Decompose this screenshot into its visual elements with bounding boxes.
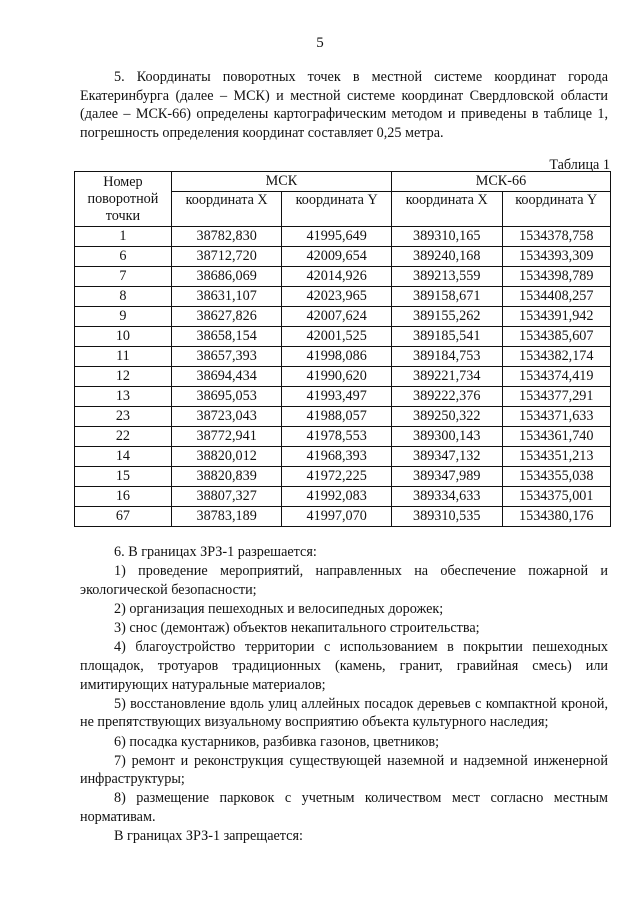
- header-msk66-y: координата Y: [502, 192, 611, 227]
- msk66-y: 1534361,740: [502, 427, 611, 447]
- msk66-y: 1534391,942: [502, 307, 611, 327]
- table-row: [75, 487, 611, 507]
- allowed-item-8: 8) размещение парковок с учетным количеством мест согласно местным нормативам.: [80, 790, 608, 826]
- point-number: 22: [75, 427, 172, 447]
- msk-x: 38820,839: [171, 467, 282, 487]
- table-body: [75, 227, 611, 527]
- table-row: [75, 307, 611, 327]
- table-row: [75, 247, 611, 267]
- msk-y: 41968,393: [282, 447, 392, 467]
- header-msk-x: координата X: [171, 192, 282, 227]
- allowed-item-4: 4) благоустройство территории с использованием в покрытии пешеходных площадок, тротуаров традиционных (камень, гранит, гравийная смесь) или имитирующих натуральные материалов;: [80, 639, 608, 693]
- table-row: [75, 327, 611, 347]
- prohibited-heading: В границах ЗРЗ-1 запрещается:: [114, 828, 303, 845]
- table-caption: Таблица 1: [549, 157, 610, 173]
- msk-y: 42001,525: [282, 327, 392, 347]
- allowed-item-3: 3) снос (демонтаж) объектов некапитального строительства;: [114, 620, 480, 637]
- table-row: [75, 427, 611, 447]
- header-msk-y: координата Y: [282, 192, 392, 227]
- msk-x: 38783,189: [171, 507, 282, 527]
- msk-x: 38723,043: [171, 407, 282, 427]
- msk66-y: 1534378,758: [502, 227, 611, 247]
- msk66-x: 389300,143: [391, 427, 502, 447]
- msk-x: 38807,327: [171, 487, 282, 507]
- msk-y: 42009,654: [282, 247, 392, 267]
- table-row: [75, 447, 611, 467]
- msk66-y: 1534377,291: [502, 387, 611, 407]
- table-row: [75, 287, 611, 307]
- msk66-x: 389158,671: [391, 287, 502, 307]
- msk66-x: 389155,262: [391, 307, 502, 327]
- msk-y: 42023,965: [282, 287, 392, 307]
- msk-x: 38694,434: [171, 367, 282, 387]
- msk66-y: 1534355,038: [502, 467, 611, 487]
- msk-y: 41998,086: [282, 347, 392, 367]
- msk66-x: 389221,734: [391, 367, 502, 387]
- msk-y: 41992,083: [282, 487, 392, 507]
- msk-y: 41972,225: [282, 467, 392, 487]
- msk66-y: 1534380,176: [502, 507, 611, 527]
- table-row: [75, 227, 611, 247]
- msk66-x: 389250,322: [391, 407, 502, 427]
- table-row: [75, 507, 611, 527]
- msk-y: 41990,620: [282, 367, 392, 387]
- msk66-y: 1534382,174: [502, 347, 611, 367]
- table-row: [75, 267, 611, 287]
- msk66-y: 1534374,419: [502, 367, 611, 387]
- allowed-item-6: 6) посадка кустарников, разбивка газонов, цветников;: [114, 733, 440, 750]
- intro-paragraph: 5. Координаты поворотных точек в местной системе координат города Екатеринбурга (далее – МСК) и местной системе координат Свердловской области (далее – МСК-66) определены картографическим методом и приведены в таблице 1, погрешность определения координат составляет 0,25 метра.: [80, 69, 608, 141]
- point-number: 67: [75, 507, 172, 527]
- table-row: [75, 467, 611, 487]
- coordinates-table: [74, 171, 611, 527]
- msk66-x: 389310,535: [391, 507, 502, 527]
- header-point-number: Номер поворотной точки: [75, 172, 172, 227]
- point-number: 14: [75, 447, 172, 467]
- allowed-item-7: 7) ремонт и реконструкция существующей наземной и надземной инженерной инфраструктуры;: [80, 752, 608, 788]
- point-number: 13: [75, 387, 172, 407]
- point-number: 15: [75, 467, 172, 487]
- msk66-x: 389334,633: [391, 487, 502, 507]
- page-number: 5: [316, 35, 324, 51]
- point-number: 1: [75, 227, 172, 247]
- allowed-heading: 6. В границах ЗРЗ-1 разрешается:: [114, 544, 317, 560]
- table-row: [75, 387, 611, 407]
- header-msk66: МСК-66: [391, 172, 610, 192]
- msk-x: 38695,053: [171, 387, 282, 407]
- msk66-x: 389185,541: [391, 327, 502, 347]
- msk66-y: 1534375,001: [502, 487, 611, 507]
- msk-y: 41997,070: [282, 507, 392, 527]
- point-number: 9: [75, 307, 172, 327]
- allowed-item-5: 5) восстановление вдоль улиц аллейных посадок деревьев с компактной кроной, не препятствующих визуальному восприятию объекта культурного наследия;: [80, 695, 608, 731]
- msk-x: 38657,393: [171, 347, 282, 367]
- msk66-y: 1534398,789: [502, 267, 611, 287]
- point-number: 12: [75, 367, 172, 387]
- msk-x: 38627,826: [171, 307, 282, 327]
- msk66-y: 1534408,257: [502, 287, 611, 307]
- header-msk66-x: координата X: [391, 192, 502, 227]
- msk-x: 38712,720: [171, 247, 282, 267]
- point-number: 8: [75, 287, 172, 307]
- point-number: 6: [75, 247, 172, 267]
- msk66-y: 1534385,607: [502, 327, 611, 347]
- msk-y: 41993,497: [282, 387, 392, 407]
- msk66-x: 389213,559: [391, 267, 502, 287]
- msk-y: 42014,926: [282, 267, 392, 287]
- table-row: [75, 347, 611, 367]
- msk-x: 38631,107: [171, 287, 282, 307]
- point-number: 23: [75, 407, 172, 427]
- table-row: [75, 367, 611, 387]
- allowed-item-2: 2) организация пешеходных и велосипедных дорожек;: [114, 600, 444, 617]
- msk66-y: 1534351,213: [502, 447, 611, 467]
- permissions-section: [80, 543, 608, 846]
- point-number: 10: [75, 327, 172, 347]
- msk-x: 38658,154: [171, 327, 282, 347]
- header-msk: МСК: [171, 172, 391, 192]
- msk66-x: 389184,753: [391, 347, 502, 367]
- point-number: 16: [75, 487, 172, 507]
- msk66-y: 1534371,633: [502, 407, 611, 427]
- msk-x: 38820,012: [171, 447, 282, 467]
- msk66-x: 389240,168: [391, 247, 502, 267]
- allowed-item-1: 1) проведение мероприятий, направленных на обеспечение пожарной и экологической безопасности;: [80, 563, 608, 598]
- msk66-x: 389347,132: [391, 447, 502, 467]
- msk66-x: 389347,989: [391, 467, 502, 487]
- msk66-x: 389310,165: [391, 227, 502, 247]
- msk-x: 38782,830: [171, 227, 282, 247]
- msk-y: 42007,624: [282, 307, 392, 327]
- msk-y: 41978,553: [282, 427, 392, 447]
- msk-y: 41995,649: [282, 227, 392, 247]
- point-number: 11: [75, 347, 172, 367]
- table-row: [75, 407, 611, 427]
- msk-y: 41988,057: [282, 407, 392, 427]
- msk-x: 38772,941: [171, 427, 282, 447]
- msk-x: 38686,069: [171, 267, 282, 287]
- point-number: 7: [75, 267, 172, 287]
- msk66-y: 1534393,309: [502, 247, 611, 267]
- msk66-x: 389222,376: [391, 387, 502, 407]
